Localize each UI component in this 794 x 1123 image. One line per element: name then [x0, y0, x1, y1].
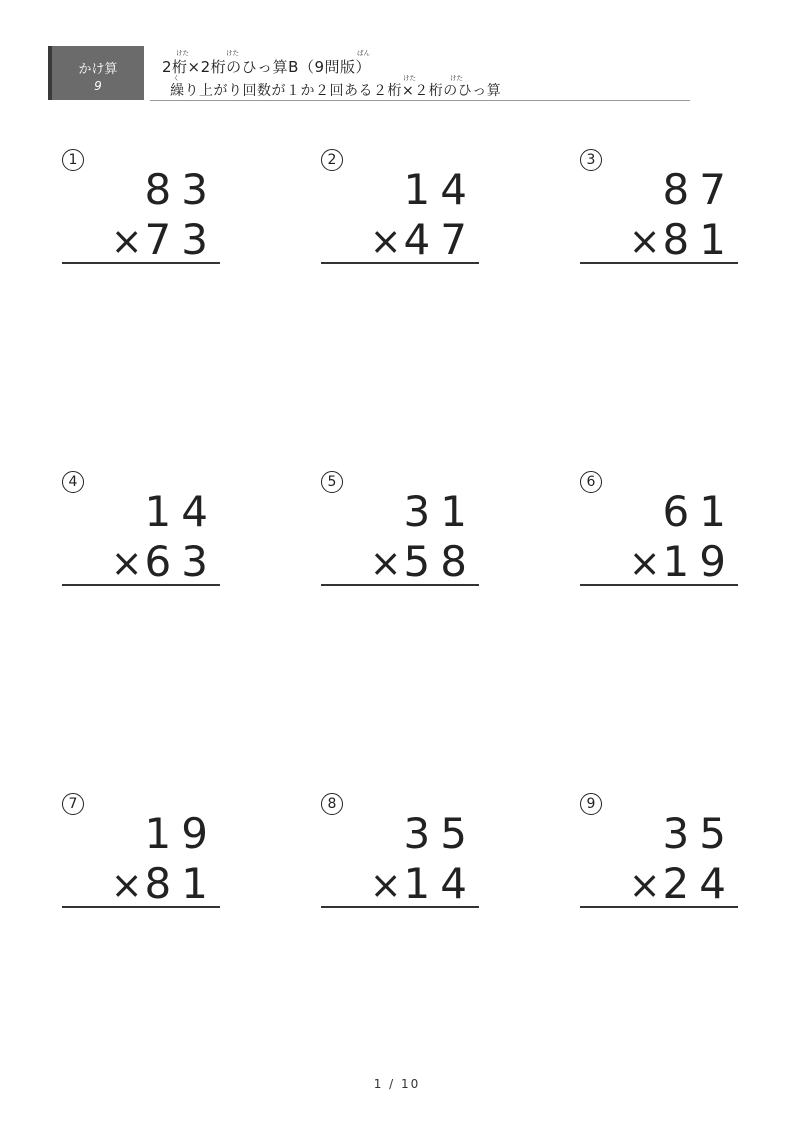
answer-line	[62, 262, 220, 264]
ruby-keta-4: けた	[450, 74, 463, 82]
answer-line	[321, 262, 479, 264]
problem-number: 1	[62, 149, 84, 171]
answer-line	[321, 584, 479, 586]
multiplicand: 19	[144, 809, 218, 858]
multiplier: 24	[662, 859, 736, 908]
multiplicand: 61	[662, 487, 736, 536]
header-badge	[48, 46, 144, 100]
times-sign: ×	[628, 863, 661, 907]
problem-number: 6	[580, 471, 602, 493]
multiplier-row	[110, 215, 218, 264]
multiplier-row	[628, 215, 736, 264]
multiplicand: 14	[144, 487, 218, 536]
times-sign: ×	[628, 219, 661, 263]
multiplier: 47	[403, 215, 477, 264]
times-sign: ×	[110, 863, 143, 907]
worksheet-subtitle: 繰り上がり回数が１か２回ある２桁×２桁のひっ算	[170, 83, 502, 99]
problem-number: 4	[62, 471, 84, 493]
multiplier-row	[369, 859, 477, 908]
multiplier: 14	[403, 859, 477, 908]
answer-line	[62, 584, 220, 586]
times-sign: ×	[110, 219, 143, 263]
problem-number: 9	[580, 793, 602, 815]
multiplier-row	[110, 537, 218, 586]
problem-7	[62, 793, 222, 923]
multiplicand: 14	[403, 165, 477, 214]
problem-1	[62, 149, 222, 279]
multiplier-row	[369, 215, 477, 264]
answer-line	[580, 262, 738, 264]
problem-9	[580, 793, 740, 923]
answer-line	[580, 906, 738, 908]
problem-3	[580, 149, 740, 279]
problem-2	[321, 149, 481, 279]
ruby-keta-3: けた	[403, 74, 416, 82]
multiplicand: 35	[403, 809, 477, 858]
ruby-ban: ばん	[357, 49, 370, 57]
multiplier-row	[628, 859, 736, 908]
multiplier: 81	[144, 859, 218, 908]
problem-number: 2	[321, 149, 343, 171]
worksheet-title: 2桁×2桁のひっ算B（9問版）	[162, 58, 371, 76]
ruby-keta-2: けた	[226, 49, 239, 57]
problem-number: 3	[580, 149, 602, 171]
times-sign: ×	[628, 541, 661, 585]
answer-line	[580, 584, 738, 586]
page-number: 1 / 10	[373, 1077, 421, 1091]
times-sign: ×	[369, 863, 402, 907]
answer-line	[62, 906, 220, 908]
problem-6	[580, 471, 740, 601]
header-rule	[150, 100, 690, 101]
multiplier: 58	[403, 537, 477, 586]
multiplicand: 35	[662, 809, 736, 858]
badge-title: かけ算	[78, 62, 118, 77]
problem-number: 5	[321, 471, 343, 493]
multiplier: 19	[662, 537, 736, 586]
multiplier: 81	[662, 215, 736, 264]
problem-number: 8	[321, 793, 343, 815]
multiplier: 73	[144, 215, 218, 264]
times-sign: ×	[110, 541, 143, 585]
problem-4	[62, 471, 222, 601]
multiplicand: 87	[662, 165, 736, 214]
problem-5	[321, 471, 481, 601]
ruby-keta-1: けた	[176, 49, 189, 57]
problem-8	[321, 793, 481, 923]
times-sign: ×	[369, 219, 402, 263]
multiplicand: 31	[403, 487, 477, 536]
problem-number: 7	[62, 793, 84, 815]
times-sign: ×	[369, 541, 402, 585]
multiplier: 63	[144, 537, 218, 586]
multiplicand: 83	[144, 165, 218, 214]
multiplier-row	[110, 859, 218, 908]
ruby-ku: く	[173, 74, 180, 82]
badge-number: 9	[94, 79, 102, 93]
answer-line	[321, 906, 479, 908]
multiplier-row	[628, 537, 736, 586]
multiplier-row	[369, 537, 477, 586]
